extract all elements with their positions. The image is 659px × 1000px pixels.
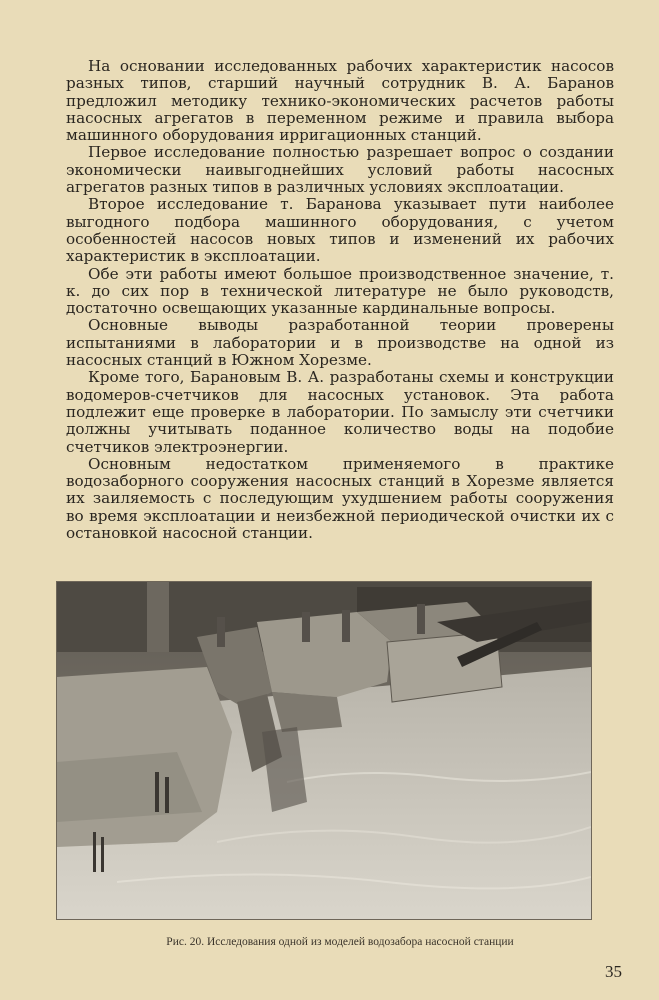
paragraph: Первое исследование полностью разрешает вопрос о создании экономически наивыгоднейших условий работы насосных агрегатов разных типов в различных условиях эксплоатации. bbox=[66, 143, 614, 197]
figure-caption: Рис. 20. Исследования одной из моделей водозабора насосной станции bbox=[166, 936, 514, 948]
paragraph: Основные выводы разработанной теории проверены испытаниями в лаборатории и в производстве на одной из насосных станций в Южном Хорезме. bbox=[66, 316, 614, 370]
paragraph: Кроме того, Барановым В. А. разработаны схемы и конструкции водомеров-счетчиков для насосных установок. Эта работа подлежит еще проверке в лаборатории. По замыслу эти счетчики должны учитывать поданное количество воды на подобие счетчиков электроэнергии. bbox=[66, 368, 614, 456]
paragraph: На основании исследованных рабочих характеристик насосов разных типов, старший научный сотрудник В. А. Баранов предложил методику технико-экономических расчетов работы насосных агрегатов в переменном режиме и правила выбора машинного оборудования ирригационных станций. bbox=[66, 57, 614, 145]
body-text bbox=[66, 58, 614, 542]
paragraph: Обе эти работы имеют большое производственное значение, т. к. до сих пор в технической литературе не было руководств, достаточно освещающих указанные кардинальные вопросы. bbox=[66, 264, 614, 318]
model-intake-photo bbox=[57, 582, 591, 919]
paragraph: Основным недостатком применяемого в практике водозаборного сооружения насосных станций в Хорезме является их заиляемость с последующим ухудшением работы сооружения во время эксплоатации и неизбежной периодической очистки их с остановкой насосной станции. bbox=[66, 454, 614, 543]
paragraph: Второе исследование т. Баранова указывает пути наиболее выгодного подбора машинного оборудования, с учетом особенностей насосов новых типов и изменений их рабочих характеристик в эксплоатации. bbox=[66, 195, 614, 266]
page-number: 35 bbox=[605, 962, 622, 981]
figure-photo bbox=[56, 581, 592, 920]
